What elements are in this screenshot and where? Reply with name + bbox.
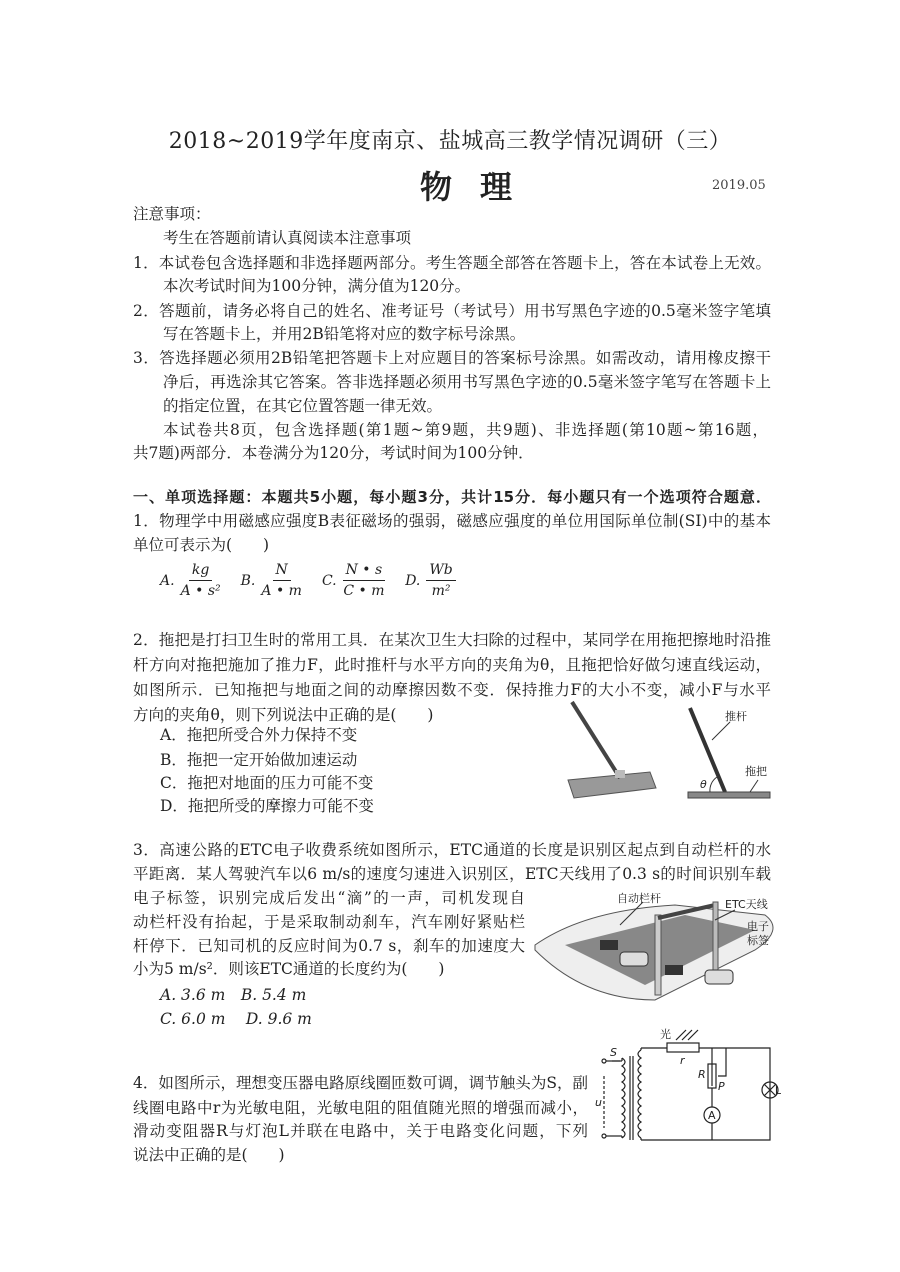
fraction xyxy=(426,560,455,601)
notice-heading: 注意事项： xyxy=(133,205,211,223)
q1-option-d xyxy=(405,560,462,601)
q3-stem-cont: 小为5 m/s²．则该ETC通道的长度约为( ) xyxy=(133,960,445,978)
exam-date: 2019.05 xyxy=(712,178,766,193)
gate-label: 自动栏杆 xyxy=(617,892,661,905)
numerator: N xyxy=(273,560,291,581)
notice-item-3: 3．答选择题必须用2B铅笔把答题卡上对应题目的答案标号涂黑。如需改动，请用橡皮擦干 xyxy=(133,349,771,367)
notice-item-1-cont: 本次考试时间为100分钟，满分值为120分。 xyxy=(163,277,471,295)
q3-options-cd: C. 6.0 m D. 9.6 m xyxy=(160,1010,312,1028)
notice-summary: 本试卷共8页，包含选择题(第1题~第9题，共9题)、非选择题(第10题~第16题， xyxy=(163,421,768,439)
rod-label: 推杆 xyxy=(725,710,747,723)
q2-stem: 2．拖把是打扫卫生时的常用工具．在某次卫生大扫除的过程中，某同学在用拖把擦地时沿推 xyxy=(133,631,771,649)
exam-title: 2018~2019学年度南京、盐城高三教学情况调研（三） xyxy=(168,129,732,154)
q3-options-ab: A. 3.6 m B. 5.4 m xyxy=(160,986,307,1004)
notice-summary-cont: 共7题)两部分．本卷满分为120分，考试时间为100分钟． xyxy=(133,444,534,462)
q3-stem-cont: 平距离．某人驾驶汽车以6 m/s的速度匀速进入识别区，ETC天线用了0.3 s的时间识别车载 xyxy=(133,865,771,883)
option-label: B. xyxy=(240,572,256,589)
notice-intro: 考生在答题前请认真阅读本注意事项 xyxy=(163,229,412,247)
P-label: P xyxy=(718,1080,725,1093)
q3-stem-cont: 电子标签，识别完成后发出“滴”的一声，司机发现自 xyxy=(133,889,525,907)
notice-item-2-cont: 写在答题卡上，并用2B铅笔将对应的数字标号涂黑。 xyxy=(163,325,526,343)
tag-label: 电子 xyxy=(747,920,769,933)
S-label: S xyxy=(610,1046,617,1059)
numerator: kg xyxy=(189,560,212,581)
u-label: u xyxy=(595,1096,602,1109)
section-heading: 一、单项选择题：本题共5小题，每小题3分，共计15分．每小题只有一个选项符合题意． xyxy=(133,488,771,506)
q4-stem-cont: 说法中正确的是( ) xyxy=(133,1146,285,1164)
q1-option-b xyxy=(241,560,308,601)
fraction xyxy=(261,560,302,601)
light-label: 光 xyxy=(660,1028,671,1041)
denominator: C • m xyxy=(343,583,385,599)
q4-stem-cont: 滑动变阻器R与灯泡L并联在电路中，关于电路变化问题，下列 xyxy=(133,1122,588,1140)
etc-figure xyxy=(525,890,785,1005)
q2-option-b: B．拖把一定开始做加速运动 xyxy=(160,751,358,769)
R-label: R xyxy=(698,1068,706,1081)
q2-stem-cont: 如图所示．已知拖把与地面之间的动摩擦因数不变．保持推力F的大小不变，减小F与水平 xyxy=(133,681,771,699)
q1-stem-cont: 单位可表示为( ) xyxy=(133,536,270,554)
denominator: A • m xyxy=(261,583,302,599)
circuit-figure xyxy=(592,1028,782,1143)
fraction xyxy=(343,560,386,601)
option-label: A. xyxy=(160,572,175,589)
q1-options xyxy=(160,560,476,601)
q2-stem-cont: 方向的夹角θ，则下列说法中正确的是( ) xyxy=(133,706,434,724)
option-label: D. xyxy=(405,572,421,589)
q4-stem-cont: 线圈电路中r为光敏电阻，光敏电阻的阻值随光照的增强而减小， xyxy=(133,1099,588,1117)
notice-item-1: 1．本试卷包含选择题和非选择题两部分。考生答题全部答在答题卡上，答在本试卷上无效。 xyxy=(133,254,771,272)
q2-option-d: D．拖把所受的摩擦力可能不变 xyxy=(160,797,374,815)
notice-item-3-cont: 净后，再选涂其它答案。答非选择题必须用书写黑色字迹的0.5毫米签字笔写在答题卡上 xyxy=(163,373,771,391)
subject-title: 物理 xyxy=(420,168,541,206)
q3-stem-cont: 杆停下．已知司机的反应时间为0.7 s，刹车的加速度大 xyxy=(133,937,525,955)
q3-stem: 3．高速公路的ETC电子收费系统如图所示，ETC通道的长度是识别区起点到自动栏杆的水 xyxy=(133,841,771,859)
q4-stem: 4．如图所示，理想变压器电路原线圈匝数可调，调节触头为S，副 xyxy=(133,1074,588,1092)
denominator: A • s² xyxy=(180,583,221,599)
r-label: r xyxy=(680,1054,685,1067)
tag-label: 标签 xyxy=(747,934,769,947)
option-label: C. xyxy=(321,572,337,589)
mop-label: 拖把 xyxy=(745,765,767,778)
q1-option-a xyxy=(160,560,227,601)
notice-item-3-cont2: 的指定位置，在其它位置答题一律无效。 xyxy=(163,397,443,415)
antenna-label: ETC天线 xyxy=(725,898,768,911)
q1-option-c xyxy=(322,560,391,601)
notice-item-2: 2．答题前，请务必将自己的姓名、准考证号（考试号）用书写黑色字迹的0.5毫米签字笔填 xyxy=(133,302,771,320)
mop-figure xyxy=(560,700,780,805)
numerator: N • s xyxy=(343,560,386,581)
q1-stem: 1．物理学中用磁感应强度B表征磁场的强弱，磁感应强度的单位用国际单位制(SI)中的基本 xyxy=(133,512,771,530)
ammeter-label: A xyxy=(708,1109,716,1122)
q2-stem-cont: 杆方向对拖把施加了推力F，此时推杆与水平方向的夹角为θ，且拖把恰好做匀速直线运动， xyxy=(133,656,771,674)
q3-stem-cont: 动栏杆没有抬起，于是采取制动刹车，汽车刚好紧贴栏 xyxy=(133,913,525,931)
lamp-label: L xyxy=(774,1084,781,1097)
fraction xyxy=(181,560,221,601)
denominator: m² xyxy=(431,583,451,599)
q2-option-c: C．拖把对地面的压力可能不变 xyxy=(160,774,374,792)
q2-option-a: A．拖把所受合外力保持不变 xyxy=(160,726,358,744)
angle-label: θ xyxy=(700,778,707,791)
numerator: Wb xyxy=(426,560,455,581)
